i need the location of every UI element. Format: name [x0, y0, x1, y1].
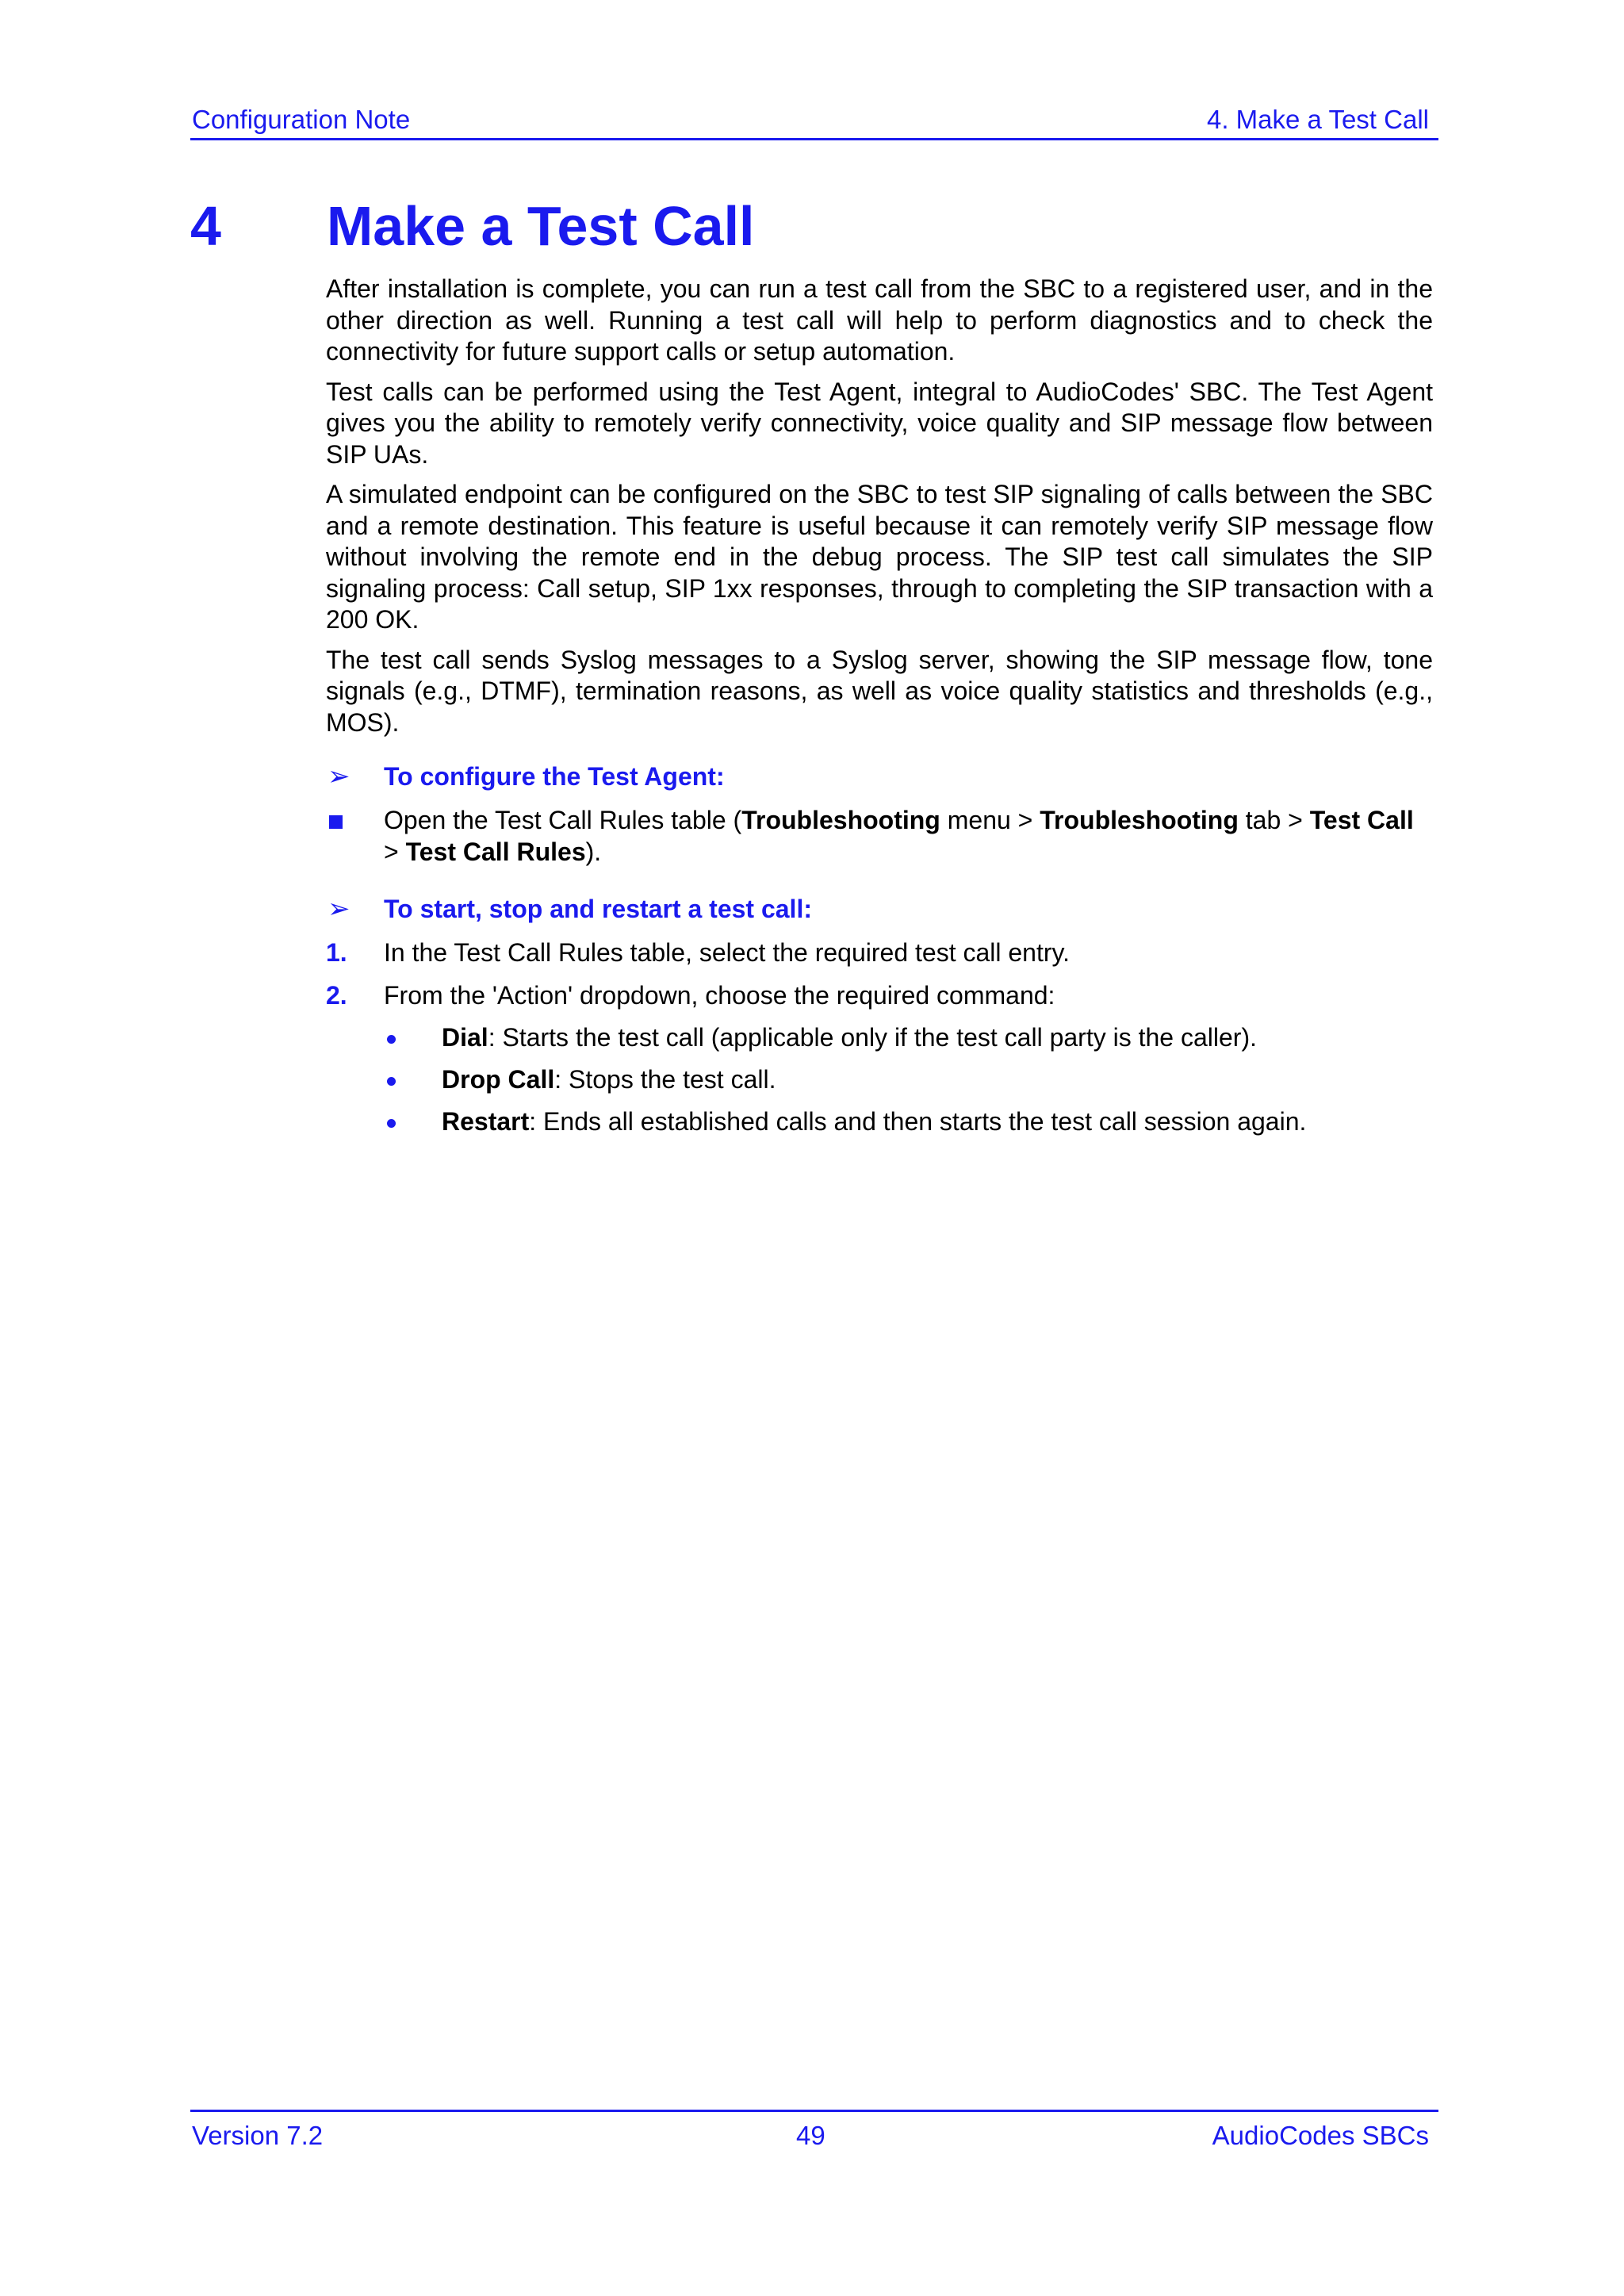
footer-product: AudioCodes SBCs	[1212, 2121, 1429, 2150]
command-term: Dial	[442, 1023, 488, 1052]
procedure-heading	[326, 759, 1433, 794]
command-term: Restart	[442, 1107, 530, 1136]
step-text: From the 'Action' dropdown, choose the required command:	[384, 981, 1055, 1010]
page-number: 49	[796, 2121, 825, 2150]
paragraph: A simulated endpoint can be configured on the SBC to test SIP signaling of calls between the SBC and a remote destination. This feature is useful because it can remotely verify SIP message flow without involving the remote end in the debug process. The SIP test call simulates the SIP signaling process: Call setup, SIP 1xx responses, through to completing the SIP transaction with a 200 OK.	[326, 480, 1433, 634]
paragraph: After installation is complete, you can run a test call from the SBC to a registered user, and in the other direction as well. Running a test call will help to perform diagnostics and to check the connectivity for future support calls or setup automation.	[326, 274, 1433, 366]
bullet-icon	[387, 1119, 396, 1128]
command-description: : Stops the test call.	[554, 1065, 776, 1094]
square-bullet-icon	[329, 815, 343, 829]
header-doc-type: Configuration Note	[192, 105, 411, 134]
submenu-name: Test Call	[1309, 806, 1414, 834]
bullet-icon	[387, 1035, 396, 1044]
procedure-title: To configure the Test Agent:	[384, 762, 725, 791]
step-number: 1.	[326, 938, 347, 967]
bullet-item	[326, 1064, 1433, 1096]
numbered-step	[326, 980, 1433, 1012]
command-description: : Ends all established calls and then starts the test call session again.	[529, 1107, 1307, 1136]
page-footer	[190, 2110, 1438, 2155]
command-description: : Starts the test call (applicable only if the test call party is the caller).	[488, 1023, 1257, 1052]
procedure-heading	[326, 891, 1433, 926]
list-item: Open the Test Call Rules table (Troubleshooting menu > Troubleshooting tab > Test Call > Test Call Rules).	[326, 805, 1433, 868]
page-name: Test Call Rules	[405, 837, 586, 866]
command-term: Drop Call	[442, 1065, 555, 1094]
arrow-icon: ➢	[327, 761, 350, 792]
procedure-title: To start, stop and restart a test call:	[384, 895, 812, 923]
menu-name: Troubleshooting	[741, 806, 940, 834]
paragraph: Test calls can be performed using the Test Agent, integral to AudioCodes' SBC. The Test Agent gives you the ability to remotely verify connectivity, voice quality and SIP message flow between SIP UAs.	[326, 377, 1433, 469]
footer-version: Version 7.2	[192, 2121, 324, 2150]
chapter-title: Make a Test Call	[327, 195, 755, 257]
numbered-step	[326, 937, 1433, 969]
arrow-icon: ➢	[327, 894, 350, 924]
step-number: 2.	[326, 981, 347, 1010]
bullet-item	[326, 1106, 1433, 1138]
step-text: In the Test Call Rules table, select the required test call entry.	[384, 938, 1071, 967]
chapter-heading	[190, 190, 1438, 262]
paragraph: The test call sends Syslog messages to a Syslog server, showing the SIP message flow, tone signals (e.g., DTMF), termination reasons, as well as voice quality statistics and thresholds (e.g., MOS).	[326, 645, 1433, 737]
body-content	[326, 274, 1433, 1138]
tab-name: Troubleshooting	[1040, 806, 1239, 834]
page-header	[190, 102, 1438, 140]
bullet-item	[326, 1022, 1433, 1054]
chapter-number: 4	[190, 195, 221, 257]
header-section-title: 4. Make a Test Call	[1206, 105, 1429, 134]
bullet-icon	[387, 1077, 396, 1086]
